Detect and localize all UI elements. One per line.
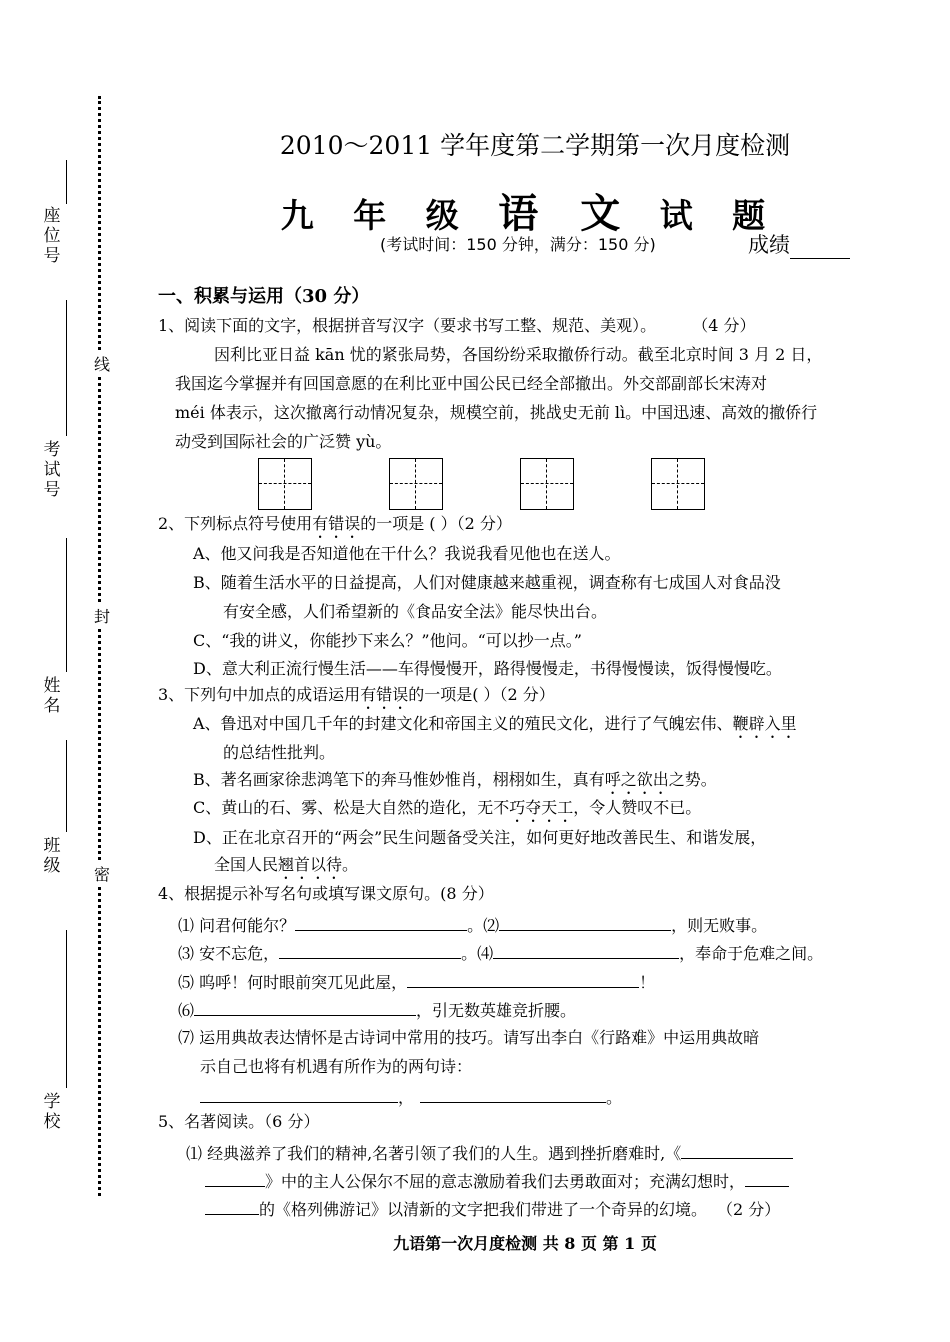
page-footer: 九语第一次月度检测 共 8 页 第 1 页 bbox=[393, 1234, 657, 1253]
school-label: 学校 bbox=[43, 1092, 61, 1132]
q1-passage-line: méi 体表示，这次撤离行动情况复杂，规模空前，挑战史无前 lì。中国迅速、高效的撤侨行 bbox=[175, 403, 818, 422]
q1-passage-line: 动受到国际社会的广泛赞 yù。 bbox=[175, 432, 392, 451]
fill-blank[interactable] bbox=[205, 1198, 259, 1215]
fill-blank[interactable] bbox=[681, 1142, 793, 1159]
score-blank[interactable] bbox=[790, 238, 850, 259]
seal-char-feng: 封 bbox=[92, 604, 112, 627]
school-line[interactable] bbox=[66, 930, 67, 1088]
fill-blank[interactable] bbox=[420, 1086, 606, 1103]
q5-line-1: ⑴ 经典滋养了我们的精神,名著引领了我们的人生。遇到挫折磨难时,《 bbox=[186, 1142, 793, 1164]
q4-stem: 4、根据提示补写名句或填写课文原句。(8 分） bbox=[158, 884, 494, 903]
exam-title: 2010～2011 学年度第二学期第一次月度检测 bbox=[279, 131, 791, 160]
q3-option-d-cont: 全国人民翘首以待。 bbox=[214, 855, 359, 874]
q2-option-b: B、随着生活水平的日益提高，人们对健康越来越重视，调查称有七成国人对食品没 bbox=[193, 573, 781, 592]
q3-stem: 3、下列句中加点的成语运用有错误的一项是( ）（2 分） bbox=[158, 685, 555, 704]
q4-line-2: ⑶ 安不忘危， 。⑷ ，奉命于危难之间。 bbox=[178, 944, 824, 963]
seal-char-xian: 线 bbox=[92, 352, 112, 375]
q1-passage-line: 我国迄今掌握并有回国意愿的在利比亚中国公民已经全部撤出。外交部副部长宋涛对 bbox=[175, 374, 768, 393]
q4-line-4: ⑹ ，引无数英雄竞折腰。 bbox=[178, 1001, 577, 1020]
q5-line-3: 的《格列佛游记》以清新的文字把我们带进了一个奇异的幻境。 （2 分） bbox=[205, 1198, 780, 1220]
fill-blank[interactable] bbox=[205, 1170, 265, 1187]
q2-option-c: C、“我的讲义，你能抄下来么？”他问。“可以抄一点。” bbox=[193, 631, 582, 650]
seat-number-label: 座位号 bbox=[43, 206, 61, 266]
fill-blank[interactable] bbox=[407, 971, 639, 988]
section-heading: 一、积累与运用（30 分） bbox=[158, 286, 370, 307]
q3-option-a: A、鲁迅对中国几千年的封建文化和帝国主义的殖民文化，进行了气魄宏伟、鞭辟入里 bbox=[193, 714, 797, 733]
q4-line-6: 示自己也将有机遇有所作为的两句诗： bbox=[200, 1057, 473, 1076]
fill-blank[interactable] bbox=[493, 942, 679, 959]
fill-blank[interactable] bbox=[200, 1086, 398, 1103]
q5-stem: 5、名著阅读。（6 分） bbox=[158, 1112, 320, 1131]
binding-dotted-line bbox=[98, 96, 101, 1196]
q3-option-c: C、黄山的石、雾、松是大自然的造化，无不巧夺天工，令人赞叹不已。 bbox=[193, 798, 702, 817]
exam-number-line[interactable] bbox=[66, 300, 67, 436]
fill-blank[interactable] bbox=[194, 999, 416, 1016]
answer-box[interactable] bbox=[520, 458, 574, 510]
q1-passage-line: 因利比亚日益 kān 忧的紧张局势，各国纷纷采取撤侨行动。截至北京时间 3 月 2 日， bbox=[214, 345, 823, 364]
q2-stem: 2、下列标点符号使用有错误的一项是 ( ）（2 分） bbox=[158, 514, 512, 533]
q3-option-d: D、正在北京召开的“两会”民生问题备受关注，如何更好地改善民生、和谐发展， bbox=[193, 828, 767, 847]
name-label: 姓名 bbox=[43, 676, 61, 716]
q4-line-1: ⑴ 问君何能尔？ 。⑵ ，则无败事。 bbox=[178, 916, 768, 935]
q5-line-2: 》中的主人公保尔不屈的意志激励着我们去勇敢面对；充满幻想时， bbox=[205, 1170, 789, 1192]
answer-box[interactable] bbox=[258, 458, 312, 510]
fill-blank[interactable] bbox=[295, 914, 467, 931]
q4-line-7: ， 。 bbox=[200, 1086, 622, 1108]
answer-box[interactable] bbox=[389, 458, 443, 510]
class-label: 班级 bbox=[43, 836, 61, 876]
q2-option-b-cont: 有安全感，人们希望新的《食品安全法》能尽快出台。 bbox=[223, 602, 608, 621]
class-line[interactable] bbox=[66, 740, 67, 832]
fill-blank[interactable] bbox=[279, 942, 461, 959]
score-field: 成绩 bbox=[748, 229, 850, 259]
exam-number-label: 考试号 bbox=[43, 440, 61, 500]
exam-subtitle: 九 年 级 语 文 试 题 bbox=[280, 190, 780, 237]
fill-blank[interactable] bbox=[745, 1170, 789, 1187]
q1-stem: 1、阅读下面的文字，根据拼音写汉字（要求书写工整、规范、美观）。 （4 分） bbox=[158, 316, 756, 335]
q4-line-3: ⑸ 呜呼！何时眼前突兀见此屋， ！ bbox=[178, 973, 656, 992]
fill-blank[interactable] bbox=[499, 914, 671, 931]
q4-line-5: ⑺ 运用典故表达情怀是古诗词中常用的技巧。请写出李白《行路难》中运用典故暗 bbox=[178, 1028, 760, 1047]
name-line[interactable] bbox=[66, 538, 67, 672]
q3-option-b: B、著名画家徐悲鸿笔下的奔马惟妙惟肖，栩栩如生，真有呼之欲出之势。 bbox=[193, 770, 717, 789]
seal-char-mi: 密 bbox=[92, 862, 112, 885]
exam-info: (考试时间：150 分钟，满分：150 分) bbox=[380, 235, 656, 254]
q3-option-a-cont: 的总结性批判。 bbox=[223, 743, 336, 762]
q2-option-d: D、意大利正流行慢生活——车得慢慢开，路得慢慢走，书得慢慢读，饭得慢慢吃。 bbox=[193, 659, 782, 678]
answer-box[interactable] bbox=[651, 458, 705, 510]
q2-option-a: A、他又问我是否知道他在干什么？我说我看见他也在送人。 bbox=[193, 544, 621, 563]
